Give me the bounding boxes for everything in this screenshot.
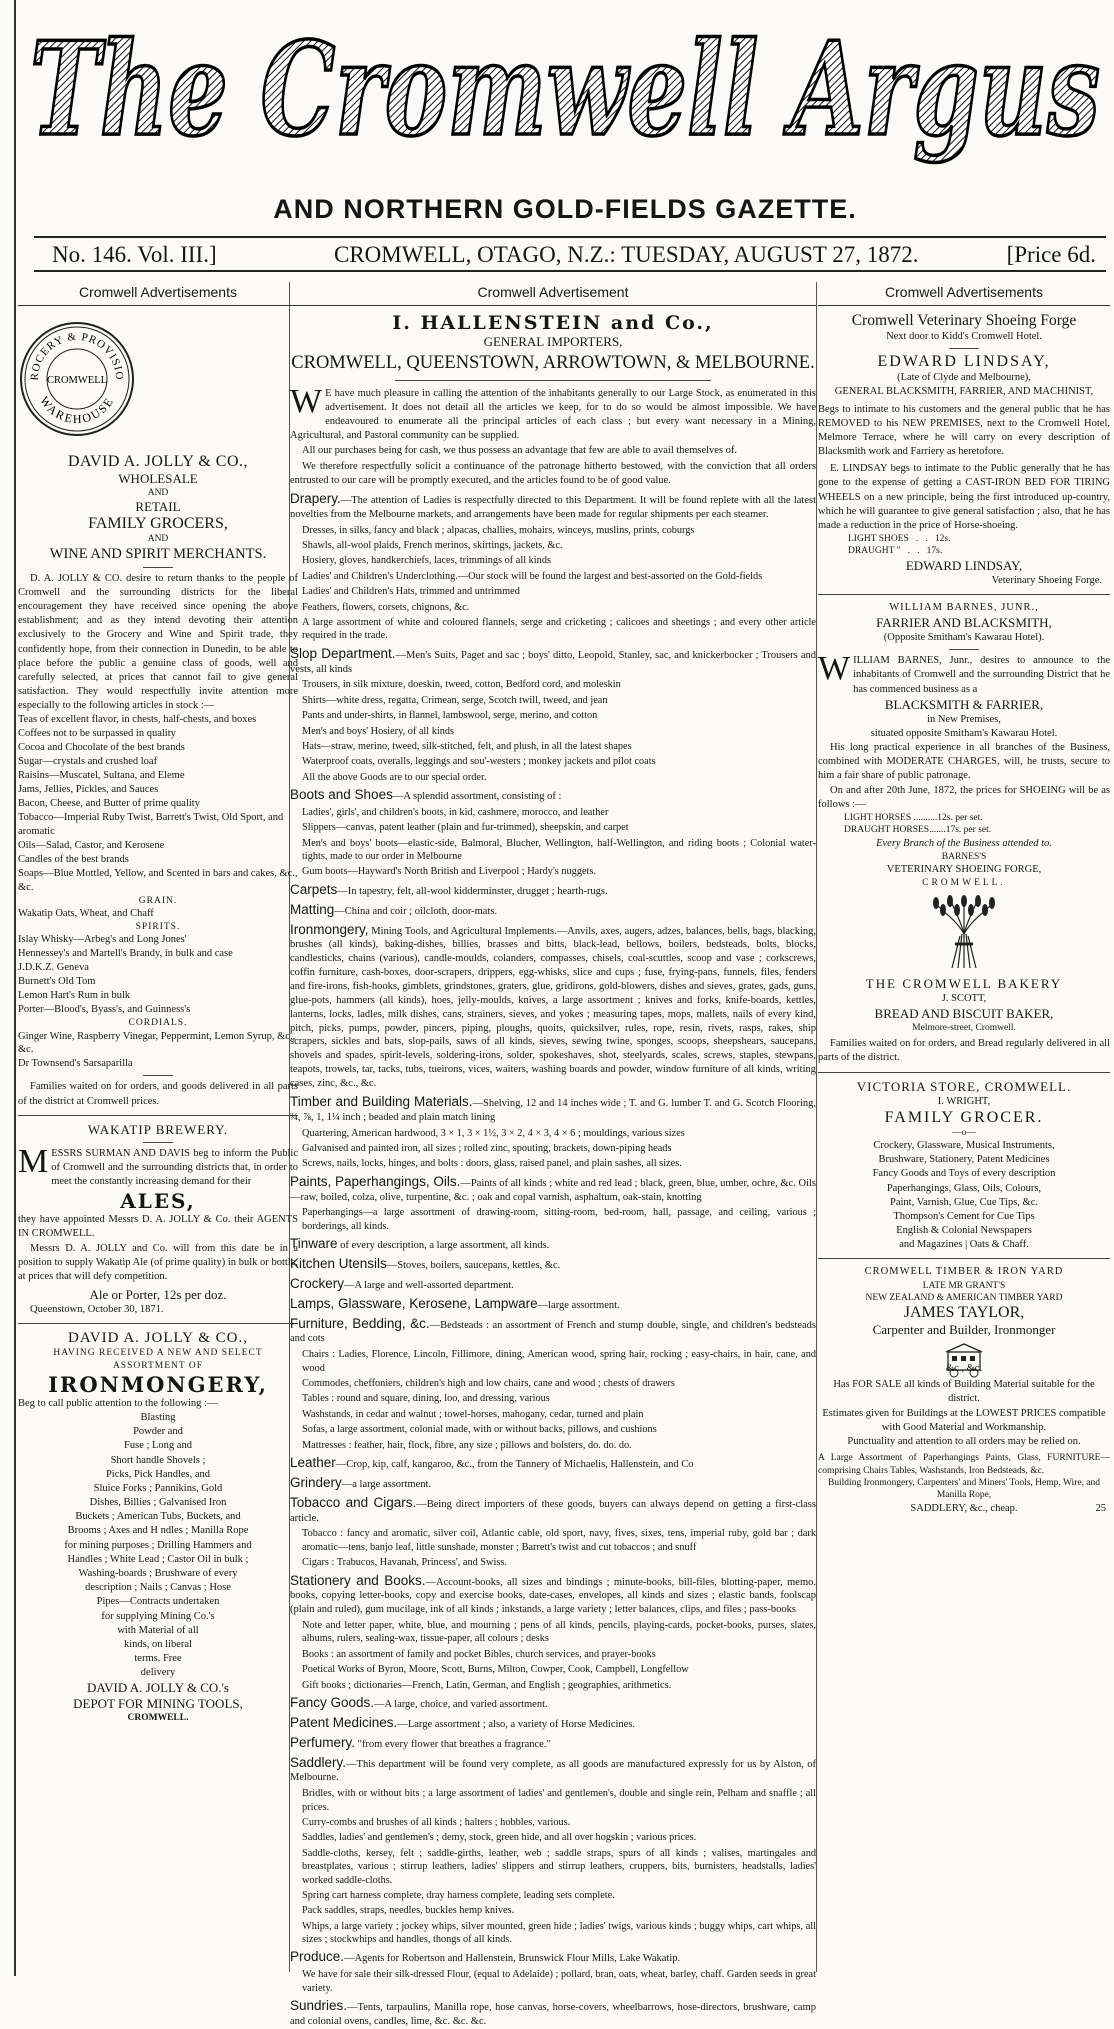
jolly-family-grocers: FAMILY GROCERS,	[88, 515, 228, 533]
section-text: —Men's Suits, Paget and sac ; boys' ditto, Leopold, Stanley, sac, and knickerbocker ; Trousers and vests, all kinds	[290, 649, 816, 675]
brewery-body-2: they have appointed Messrs D. A. JOLLY & Co. their AGENTS IN CROMWELL.	[18, 1214, 298, 1240]
spirits-item: Hennessey's and Martell's Brandy, in bulk and case	[18, 948, 233, 960]
jolly-and-2: AND	[147, 534, 169, 545]
section-subitem: Note and letter paper, white, blue, and mourning ; pens of all kinds, pencils, playing-cards, pocket-books, purses, slates, albums, rulers, sealing-wax, tissue-paper, all colours ; desks	[302, 1620, 816, 1645]
section-heading: Saddlery.	[290, 1754, 347, 1770]
section-subitem: Sofas, a large assortment, colonial made, with or without backs, pillows, and cushions	[302, 1424, 657, 1436]
brewery-price: Ale or Porter, 12s per doz.	[89, 1287, 227, 1303]
victoria-title: VICTORIA STORE, CROMWELL.	[856, 1078, 1072, 1094]
divider	[818, 1072, 1110, 1073]
barnes-ad	[818, 601, 1110, 890]
timber-body-1: Has FOR SALE all kinds of Building Material suitable for the district.	[833, 1379, 1095, 1405]
brewery-ales: ALES,	[120, 1189, 196, 1214]
barnes-body-2: in New Premises,	[927, 713, 1001, 725]
section-text: —Stoves, boilers, saucepans, kettles, &c.	[386, 1260, 561, 1272]
left-column	[18, 280, 298, 1970]
jolly-footer: Families waited on for orders, and goods delivered in all parts of the district at Cromwell prices.	[18, 1081, 298, 1107]
section-heading: Produce.	[290, 1949, 345, 1965]
section-subitem: Books : an assortment of family and pocket Bibles, church services, and prayer-books	[302, 1648, 656, 1660]
goods-section	[290, 490, 816, 522]
spirits-item: Lemon Hart's Rum in bulk	[18, 990, 131, 1002]
section-subitem: Ladies' and Children's Underclothing.—Our stock will be found the largest and best-assorted on the Gold-fields	[302, 570, 763, 582]
grain-heading: GRAIN.	[138, 895, 178, 906]
forge-body-2: E. LINDSAY begs to intimate to the Public generally that he has gone to the expense of getting a CAST-IRON BED FOR TIRING WHEELS on a new principle, being the first introduced up-country, which he will guarantee to give general satisfaction ; also, that he has made a reduction in the price of Horse-shoeing.	[818, 463, 1110, 531]
ironmongery-ad	[18, 1330, 298, 1724]
section-subitem: Gift books ; dictionaries—French, Latin, German, and English ; geographies, arithmetics.	[302, 1679, 672, 1691]
hallenstein-firm: I. HALLENSTEIN and Co.,	[392, 312, 714, 334]
barnes-where: (Opposite Smitham's Kawarau Hotel).	[883, 632, 1045, 644]
spirits-item: J.D.K.Z. Geneva	[18, 962, 89, 974]
ironmongery-lines	[18, 1411, 298, 1680]
timber-body-2: Estimates given for Buildings at the LOWEST PRICES compatible with Good Material and Workmanship.	[822, 1407, 1106, 1433]
section-subitem: Poetical Works of Byron, Moore, Scott, Burns, Milton, Cowper, Cook, Campbell, Longfellow	[302, 1664, 689, 1676]
section-subitem: Saddles, ladies' and gentlemen's ; demy, stock, green hide, and all over hogskin ; various prices.	[302, 1832, 697, 1844]
ironmongery-line: Pipes—Contracts undertaken	[96, 1596, 220, 1608]
barnes-price-2: DRAUGHT HORSES.......17s. per set.	[844, 825, 992, 836]
ironmongery-line: Picks, Pick Handles, and	[105, 1468, 211, 1480]
bakery-ad	[818, 976, 1110, 1066]
forge-sign-2: Veterinary Shoeing Forge.	[991, 574, 1102, 586]
goods-section	[290, 1093, 816, 1125]
victoria-line: Paint, Varnish, Glue, Cue Tips, &c.	[890, 1196, 1038, 1208]
section-text: —A splendid assortment, consisting of :	[392, 791, 562, 803]
middle-column-header: Cromwell Advertisement	[290, 280, 816, 306]
issue-date: CROMWELL, OTAGO, N.Z.: TUESDAY, AUGUST 27, 1872.	[334, 242, 919, 267]
divider	[143, 1142, 173, 1143]
section-heading: Carpets	[290, 881, 338, 897]
section-text: —The attention of Ladies is respectfully directed to this Department. It will be found replete with all the latest novelties from the Melbourne markets, and arrangements have been made for regular shipments per each steamer.	[290, 495, 816, 520]
section-text: Mining Tools, and Agricultural Implements.—Anvils, axes, augers, adzes, balances, bells, bags, blacking, brushes (all kinds), baking-dishes, billies, brasses and bitts, black-lead, bellows, boilers, bedsteads, bolts, blocks, candlesticks, chains (various), candle-moulds, colanders, compasses, chisels, coal-scuttles, scoop and vase ; corkscrews, coffin furniture, cash-boxes, door-scrapers, drippers, egg-whisks, slice and cups ; fuse, frying-pans, funnels, files, fenders and fire-irons, fish-hooks, gimblets, grindstones, graters, glue, gridirons, gold-blowers, dishes and sieves, grates, gads, guns, glue-pots, hammers (all kinds), hoes, jelly-moulds, knives, a large assortment ; knives and forks, knife-boards, kettles, lanterns, locks, ladles, milk dishes, cans, strainers, sieves, and yokes ; measuring tapes, mops, mallets, nails of every kind, pitch, picks, pumps, powder, pincers, piping, ploughs, quoits, quicksilver, rules, rope, resin, rivets, rasps, rakes, ship scrapers, sickles and bats, slop-pails, saws of all kinds, sieves, sewing twine, sponges, scoops, sheepshears, saucepans, shovels and spades, spirit-levels, soldering-irons, solder, spokeshaves, shot, steelyards, scales, screws, staples, stewpans, teapots, trowels, tar, tacks, tubs, tueirons, vices, waiters, washing boards and powder, window furniture of all kinds, writing cases, zinc, &c., &c.	[290, 925, 816, 1089]
goods-section	[290, 1235, 816, 1253]
section-heading: Timber and Building Materials.	[290, 1093, 473, 1109]
forge-price-light-value: 12s.	[934, 534, 951, 545]
timber-cart-row	[818, 1338, 1110, 1378]
jolly-grocers-ad	[18, 453, 298, 1109]
left-column-header: Cromwell Advertisements	[18, 280, 298, 306]
timber-title: CROMWELL TIMBER & IRON YARD	[864, 1266, 1064, 1278]
section-heading: Stationery and Books.	[290, 1572, 426, 1588]
grocery-item: Bacon, Cheese, and Butter of prime quality	[18, 798, 200, 810]
bakery-trade: BREAD AND BISCUIT BAKER,	[874, 1005, 1054, 1021]
jolly-body: D. A. JOLLY & CO. desire to return thanks to the people of Cromwell and the surrounding districts for the liberal encouragement they have received since opening the above establishment; and as they intend devoting their attention exclusively to the Grocery and Wine and Spirit trade, they confidently hope, from their connection in Dunedin, to be able to place before the public a genuine class of goods, well and carefully selected, at prices that cannot fail to give general satisfaction. They would respectfully invite attention more especially to the following articles in stock :—	[18, 572, 298, 712]
section-subitem: Tables : round and square, dining, loo, and dressing, various	[302, 1393, 550, 1405]
ironmongery-line-2: ASSORTMENT OF	[112, 1360, 204, 1371]
section-heading: Boots and Shoes	[290, 787, 393, 803]
grocery-item: Candles of the best brands	[18, 853, 129, 865]
goods-section	[290, 1754, 816, 1786]
masthead-subtitle: AND NORTHERN GOLD-FIELDS GAZETTE.	[273, 194, 857, 224]
forge-price-light-label: LIGHT SHOES	[848, 534, 909, 545]
section-text: —Large assortment ; also, a variety of Horse Medicines.	[397, 1718, 636, 1730]
seal-bottom-text: WAREHOUSE	[37, 393, 117, 427]
section-text: —China and coir ; oilcloth, door-mats.	[334, 905, 498, 917]
ironmongery-line: Blasting	[140, 1412, 176, 1424]
ironmongery-line: with Material of all	[117, 1624, 199, 1636]
section-subitem: Men's and boys' Hosiery, of all kinds	[302, 725, 455, 737]
ironmongery-line: description ; Nails ; Canvas ; Hose	[85, 1582, 231, 1594]
ad-number: 25	[1095, 1502, 1106, 1514]
forge-name: EDWARD LINDSAY,	[877, 353, 1051, 371]
jolly-retail: RETAIL	[135, 499, 181, 515]
goods-section	[290, 1454, 816, 1472]
hallenstein-places: CROMWELL, QUEENSTOWN, ARROWTOWN, & MELBOURNE.	[291, 353, 815, 373]
grocery-item: Raisins—Muscatel, Sultana, and Eleme	[18, 770, 185, 782]
spirits-item: Porter—Blood's, Byass's, and Guinness's	[18, 1004, 191, 1016]
victoria-line: and Magazines | Oats & Chaff.	[899, 1239, 1029, 1251]
section-subitem: Commodes, cheffoniers, children's high and low chairs, cane and wood ; chests of drawers	[302, 1378, 675, 1390]
goods-section	[290, 1714, 816, 1732]
section-subitem: Galvanised and painted iron, all sizes ; rolled zinc, spouting, brackets, down-piping heads	[302, 1142, 672, 1154]
barnes-body-1: WILLIAM BARNES, Junr., desires to announce to the inhabitants of Cromwell and the surrounding District that he has commenced business as a	[818, 650, 1110, 695]
divider	[395, 380, 711, 381]
grocery-item: Tobacco—Imperial Ruby Twist, Barrett's Twist, Old Sport, and aromatic	[18, 812, 284, 838]
cordials-item: Dr Townsend's Sarsaparilla	[18, 1058, 133, 1070]
section-heading: Ironmongery,	[290, 921, 369, 937]
section-text: "from every flower that breathes a fragrance."	[355, 1738, 551, 1750]
timber-yard-ad	[818, 1265, 1110, 1515]
goods-section	[290, 1173, 816, 1205]
section-text: —Being direct importers of these goods, buyers can always depend on getting a first-class article.	[290, 1498, 816, 1524]
section-subitem: Waterproof coats, overalls, leggings and sou'-westers ; monkey jackets and pilot coats	[302, 756, 656, 768]
forge-price-draught-value: 17s.	[926, 546, 943, 557]
brewery-ad	[18, 1122, 298, 1318]
section-subitem: Chairs : Ladies, Florence, Lincoln, Fillimore, dining, American wood, spring hair, rocking ; easy-chairs, in hair, cane, and wood	[302, 1349, 816, 1374]
section-subitem: Gum boots—Hayward's North British and Liverpool ; Hardy's nuggets.	[302, 866, 596, 878]
section-text: —large assortment.	[537, 1299, 620, 1311]
victoria-line: Thompson's Cement for Cue Tips	[893, 1210, 1035, 1222]
victoria-line: Crockery, Glassware, Musical Instruments,	[873, 1140, 1055, 1152]
section-heading: Tinware	[290, 1236, 338, 1252]
goods-section	[290, 1572, 816, 1618]
barnes-price-1: LIGHT HORSES ..........12s. per set.	[844, 812, 983, 823]
divider	[818, 1258, 1110, 1259]
section-subitem: Hats—straw, merino, tweed, silk-stitched, felt, and plush, in all the latest shapes	[302, 740, 632, 752]
seal-top-text: ROCERY & PROVISIO	[28, 330, 126, 381]
section-text: —Agents for Robertson and Hallenstein, Brunswick Flour Mills, Lake Wakatip.	[344, 1953, 681, 1965]
jolly-wine-spirit: WINE AND SPIRIT MERCHANTS.	[49, 545, 267, 562]
lindsay-forge-ad	[818, 312, 1110, 588]
goods-section	[290, 881, 816, 899]
hallenstein-intro-2: All our purchases being for cash, we thus possess an advantage that few are able to avail themselves of.	[302, 445, 738, 457]
brewery-title: WAKATIP BREWERY.	[87, 1121, 229, 1137]
victoria-dash: —o—	[952, 1127, 976, 1138]
goods-section	[290, 1694, 816, 1712]
right-column	[818, 280, 1110, 1970]
hallenstein-intro-1: WE have much pleasure in calling the attention of the inhabitants generally to our Large Stock, as enumerated in this advertisement. It does not detail all the articles we keep, for to do so would be almost impossible. We have endeavoured to enumerate all the principal articles of each class ; but every want necessary in a Mining, Agricultural, and Pastoral community can be supplied.	[290, 383, 816, 441]
section-subitem: Men's and boys' boots—elastic-side, Balmoral, Blucher, Wellington, half-Wellington, and riding boots ; Colonial water-tights, made to our order in Melbourne	[302, 837, 816, 863]
goods-section	[290, 786, 816, 804]
section-text: of every description, a large assortment, all kinds.	[337, 1240, 550, 1252]
section-text: —Account-books, all sizes and bindings ; minute-books, bill-files, blotting-paper, memo. books, copying letter-books, copy and exercise books, date-cases, envelopes, all kinds and sizes ; elastic bands, foolscap (plain and ruled), gum mucilage, ink of all kinds ; inkstands, a large variety ; letter balances, clips, and files ; pass-books	[290, 1576, 816, 1616]
victoria-name: I. WRIGHT,	[937, 1095, 991, 1107]
section-text: —Tents, tarpaulins, Manilla rope, hose canvas, horse-covers, wheelbarrows, hose-directors, brushware, camp and colonial ovens, candles, lime, &c. &c. &c.	[290, 2001, 816, 2027]
ironmongery-footer-2: DEPOT FOR MINING TOOLS,	[73, 1696, 243, 1712]
ironmongery-line: Handles ; White Lead ; Castor Oil in bulk ;	[67, 1553, 249, 1565]
section-text: —This department will be found very complete, as all goods are manufactured expressly for us by Alston, of Melbourne.	[290, 1758, 816, 1784]
section-subitem: Dresses, in silks, fancy and black ; alpacas, challies, mohairs, winceys, muslins, prints, coburgs	[302, 524, 695, 536]
section-heading: Fancy Goods.	[290, 1694, 375, 1710]
ironmongery-line: Dishes, Billies ; Galvanised Iron	[89, 1497, 227, 1509]
ironmongery-line: Fuse ; Long and	[124, 1440, 192, 1452]
victoria-line: Paperhangings, Glass, Oils, Colours,	[886, 1182, 1042, 1194]
timber-body-6: SADDLERY, &c., cheap.	[910, 1502, 1018, 1514]
forge-body-1: Begs to intimate to his customers and the general public that he has REMOVED to his NEW PREMISES, next to the Cromwell Hotel, Melmore Terrace, where he will carry on every description of Blacksmith work and Farriery as heretofore.	[818, 403, 1110, 458]
section-heading: Furniture, Bedding, &c.	[290, 1315, 430, 1331]
ironmongery-line: Washing-boards ; Brushware of every	[78, 1568, 238, 1579]
forge-price-draught: DRAUGHT " . . 17s.	[848, 546, 943, 557]
cordials-item: Ginger Wine, Raspberry Vinegar, Peppermint, Lemon Syrup, &c., &c.	[18, 1030, 296, 1056]
section-subitem: Washstands, in cedar and walnut ; towel-horses, mahogany, cedar, turned and plain	[302, 1408, 644, 1420]
divider	[949, 348, 979, 349]
section-text: —Crop, kip, calf, kangaroo, &c., from the Tannery of Michaelis, Hallenstein, and Co	[335, 1458, 694, 1470]
grocery-item: Teas of excellent flavor, in chests, half-chests, and boxes	[18, 714, 257, 726]
section-heading: Slop Department.	[290, 645, 396, 661]
divider	[143, 1075, 173, 1076]
section-subitem: Screws, nails, locks, hinges, and bolts : doors, glass, raised panel, and plain sashes, all sizes.	[302, 1158, 682, 1170]
victoria-lines	[818, 1139, 1110, 1252]
page-binding-rule	[14, 0, 16, 1976]
section-text: —In tapestry, felt, all-wool kidderminster, drugget ; hearth-rugs.	[337, 885, 608, 897]
section-text: —a large assortment.	[341, 1478, 432, 1490]
spirits-list	[18, 933, 298, 1017]
brewery-body-1: MESSRS SURMAN AND DAVIS beg to inform the Public of Cromwell and the surrounding districts that, in order to meet the constantly increasing demand for their	[18, 1142, 298, 1188]
section-subitem: Bridles, with or without bits ; a large assortment of ladies' and gentlemen's, double and single rein, Pelham and snaffle ; all prices.	[302, 1788, 816, 1813]
ironmongery-line: for mining purposes ; Drilling Hammers and	[64, 1539, 252, 1551]
forge-title: Cromwell Veterinary Shoeing Forge	[851, 312, 1077, 329]
section-heading: Kitchen Utensils	[290, 1256, 387, 1272]
ironmongery-intro: Beg to call public attention to the following :—	[18, 1397, 218, 1409]
section-heading: Drapery.	[290, 491, 341, 507]
house-cart-icon	[942, 1342, 986, 1378]
grain-item: Wakatip Oats, Wheat, and Chaff	[18, 908, 154, 920]
timber-late: LATE MR GRANT'S	[922, 1280, 1006, 1291]
ironmongery-line: Sluice Forks ; Pannikins, Gold	[93, 1482, 223, 1494]
forge-late: (Late of Clyde and Melbourne),	[897, 372, 1031, 384]
section-subitem: Mattresses : feather, hair, flock, fibre, any size ; pillows and bolsters, do. do. do.	[302, 1439, 632, 1451]
barnes-footer-3: CROMWELL.	[922, 878, 1006, 889]
jolly-name: DAVID A. JOLLY & CO.,	[67, 453, 248, 470]
goods-section	[290, 1315, 816, 1347]
goods-section	[290, 1295, 816, 1313]
spirits-item: Islay Whisky—Arbeg's and Long Jones'	[18, 934, 187, 946]
section-subitem: Trousers, in silk mixture, doeskin, tweed, cotton, Bedford cord, and moleskin	[302, 679, 621, 691]
dateline	[34, 236, 1106, 272]
barnes-footer-1: BARNES'S	[941, 851, 987, 862]
victoria-line: Fancy Goods and Toys of every description	[872, 1168, 1056, 1180]
seal-center-text: CROMWELL	[46, 375, 108, 386]
section-subitem: We have for sale their silk-dressed Flour, (equal to Adelaide) ; pollard, bran, oats, wheat, barley, chaff. Garden seeds in great variety.	[302, 1969, 816, 1994]
section-heading: Patent Medicines.	[290, 1714, 398, 1730]
section-text: —A large and well-assorted department.	[344, 1279, 514, 1291]
jolly-wholesale: WHOLESALE	[118, 471, 198, 486]
bakery-title: THE CROMWELL BAKERY	[865, 975, 1063, 991]
barnes-name: WILLIAM BARNES, JUNR.,	[889, 601, 1039, 613]
grocery-item: Cocoa and Chocolate of the best brands	[18, 742, 185, 754]
victoria-store-ad	[818, 1079, 1110, 1253]
section-text: —Bedsteads : an assortment of French and stump double, single, and children's bedsteads and cots	[290, 1319, 816, 1345]
goods-section	[290, 1948, 816, 1966]
section-subitem: Shawls, all-wool plaids, French merinos, skirtings, jackets, &c.	[302, 540, 563, 552]
section-subitem: A large assortment of white and coloured flannels, serge and cricketing ; calicoes and sheetings ; and every other article required in the trade.	[302, 616, 816, 642]
timber-body-3: Punctuality and attention to all orders may be relied on.	[847, 1436, 1081, 1447]
column-rule-2	[816, 282, 817, 1972]
barnes-body-4: His long practical experience in all branches of the Business, combined with MODERATE CHARGES, will, he trusts, secure to him a fair share of public patronage.	[818, 742, 1110, 782]
hallenstein-sections	[290, 490, 816, 2029]
divider	[949, 649, 979, 650]
timber-sub: NEW ZEALAND & AMERICAN TIMBER YARD	[865, 1292, 1063, 1303]
middle-column	[290, 280, 816, 2027]
ironmongery-line: Powder and	[133, 1426, 183, 1438]
section-subitem: Ladies' and Children's Hats, trimmed and untrimmed	[302, 586, 520, 598]
victoria-line: Brushware, Stationery, Patent Medicines	[878, 1154, 1050, 1166]
cordials-list	[18, 1030, 298, 1072]
ironmongery-big: IRONMONGERY,	[48, 1371, 268, 1397]
ironmongery-line: terms. Free	[134, 1653, 182, 1665]
timber-etc: &c., &c.	[945, 1363, 983, 1375]
section-text: —Shelving, 12 and 14 inches wide ; T. and G. lumber T. and G. Scotch Flooring, ¾, ⅞, 1, 1¼ inch ; beaded and plain match lining	[290, 1097, 816, 1123]
ironmongery-name: DAVID A. JOLLY & CO.,	[68, 1330, 248, 1347]
right-column-header: Cromwell Advertisements	[818, 280, 1110, 306]
divider	[18, 1115, 298, 1116]
ironmongery-line: Buckets ; American Tubs, Buckets, and	[75, 1511, 241, 1523]
section-heading: Matting	[290, 901, 335, 917]
barnes-note: Every Branch of the Business attended to.	[876, 837, 1052, 849]
goods-section	[290, 1494, 816, 1526]
brewery-date: Queenstown, October 30, 1871.	[30, 1304, 164, 1316]
wheat-sheaf-icon	[924, 896, 1004, 970]
section-subitem: Feathers, flowers, corsets, chignons, &c.	[302, 601, 470, 613]
goods-section	[290, 645, 816, 677]
goods-section	[290, 1275, 816, 1293]
goods-section	[290, 1734, 816, 1752]
divider	[818, 594, 1110, 595]
barnes-footer-2: VETERINARY SHOEING FORGE,	[886, 864, 1042, 876]
forge-sub: Next door to Kidd's Cromwell Hotel.	[886, 331, 1042, 342]
goods-section	[290, 901, 816, 919]
masthead-title	[20, 6, 1110, 166]
timber-body-6-row	[818, 1502, 1110, 1516]
section-subitem: Hosiery, gloves, handkerchiefs, laces, trimmings of all kinds	[302, 555, 551, 567]
divider	[18, 1323, 298, 1324]
ironmongery-footer-3: CROMWELL.	[127, 1713, 189, 1724]
grocery-item: Jams, Jellies, Pickles, and Sauces	[18, 784, 159, 796]
section-text: —A large, choice, and varied assortment.	[374, 1698, 548, 1710]
hallenstein-intro-3: We therefore respectfully solicit a continuance of the patronage hitherto bestowed, with the conviction that all orders entrusted to our care will be promptly executed, and the articles found to be of good value.	[290, 461, 816, 487]
section-subitem: Pants and under-shirts, in flannel, lambswool, serge, merino, and cotton	[302, 710, 598, 722]
forge-trade: GENERAL BLACKSMITH, FARRIER, AND MACHINIST,	[834, 386, 1094, 398]
ironmongery-line-1: HAVING RECEIVED A NEW AND SELECT	[53, 1348, 263, 1359]
ironmongery-line: kinds, on liberal	[124, 1638, 192, 1650]
grocery-item: Soaps—Blue Mottled, Yellow, and Scented in bars and cakes, &c., &c.	[18, 867, 298, 893]
jolly-items-list	[18, 713, 298, 894]
barnes-trade: FARRIER AND BLACKSMITH,	[876, 615, 1052, 631]
timber-name: JAMES TAYLOR,	[903, 1304, 1025, 1322]
section-subitem: Slippers—canvas, patent leather (plain and fur-trimmed), sheepskin, and carpet	[302, 822, 629, 834]
section-subitem: All the above Goods are to our special order.	[302, 771, 487, 783]
section-heading: Leather	[290, 1454, 336, 1470]
bakery-name: J. SCOTT,	[941, 992, 987, 1004]
ironmongery-line: delivery	[140, 1667, 176, 1679]
section-text: —Paints of all kinds ; white and red lead ; black, green, blue, umber, ochre, &c. Oils—raw, boiled, colza, olive, turpentine, &c. ; oak and copal varnish, asphaltum, oak-stain, knotting	[290, 1177, 816, 1203]
section-heading: Tobacco and Cigars.	[290, 1494, 417, 1510]
bakery-where: Melmore-street, Cromwell.	[912, 1022, 1016, 1033]
section-subitem: Ladies', girls', and children's boots, in kid, cashmere, morocco, and leather	[302, 806, 609, 818]
grocery-item: Coffees not to be surpassed in quality	[18, 728, 176, 740]
section-subitem: Shirts—white dress, regatta, Crimean, serge, Scotch twill, tweed, and jean	[302, 694, 608, 706]
divider	[143, 567, 173, 568]
forge-sign: EDWARD LINDSAY,	[905, 557, 1023, 573]
section-subitem: Quartering, American hardwood, 3 × 1, 3 × 1½, 3 × 2, 4 × 3, 4 × 6 ; mouldings, various sizes	[302, 1127, 685, 1139]
hallenstein-sub: GENERAL IMPORTERS,	[483, 334, 623, 349]
issue-price: [Price 6d.	[1006, 242, 1096, 267]
goods-section	[290, 1997, 816, 2029]
timber-body-5: Building Ironmongery, Carpenters' and Miners' Tools, Hemp, Wire, and Manilla Rope,	[827, 1477, 1101, 1501]
ironmongery-line: Brooms ; Axes and H ndles ; Manilla Rope	[67, 1525, 249, 1537]
victoria-line: English & Colonial Newspapers	[896, 1225, 1032, 1237]
issue-number: No. 146. Vol. III.]	[52, 242, 217, 267]
ironmongery-footer-1: DAVID A. JOLLY & CO.'s	[87, 1680, 229, 1696]
section-heading: Lamps, Glassware, Kerosene, Lampware	[290, 1295, 538, 1311]
ironmongery-line: Short handle Shovels ;	[110, 1454, 206, 1466]
brewery-body-3: Messrs D. A. JOLLY and Co. will from this date be in a position to supply Wakatip Ale (of prime quality) in bulk or bottle, at prices that will defy competition.	[18, 1242, 298, 1282]
cordials-heading: CORDIALS.	[128, 1018, 188, 1029]
section-subitem: Pack saddles, straps, needles, buckles hemp knives.	[302, 1905, 515, 1917]
goods-section	[290, 921, 816, 1091]
section-heading: Paints, Paperhangings, Oils.	[290, 1173, 461, 1189]
section-subitem: Curry-combs and brushes of all kinds ; halters ; hobbles, various.	[302, 1817, 571, 1828]
warehouse-seal	[18, 320, 136, 438]
grocery-item: Oils—Salad, Castor, and Kerosene	[18, 839, 165, 851]
spirits-item: Burnett's Old Tom	[18, 976, 96, 988]
jolly-and-1: AND	[147, 488, 169, 498]
victoria-trade: FAMILY GROCER.	[884, 1108, 1044, 1126]
barnes-body-3: situated opposite Smitham's Kawarau Hotel.	[870, 727, 1058, 739]
section-heading: Sundries.	[290, 1997, 348, 2013]
section-subitem: Saddle-cloths, kersey, felt ; saddle-girths, leather, web ; saddle straps, spurs of all kinds ; valises, martingales and breastplates, various ; stirrup leathers, ladies' slippers and stirrup leathers, cruppers, bits, burnisters, headstalls, ladies' worked saddle-cloths.	[302, 1847, 816, 1886]
barnes-body-5: On and after 20th June, 1872, the prices for SHOEING will be as follows :—	[818, 784, 1110, 810]
section-subitem: Tobacco : fancy and aromatic, silver coil, Atlantic cable, old sport, navy, fives, sixes, tens, imperial ruby, gold bar ; dark aromatic—tens, banjo leaf, little sunshade, monster ; Barrett's twist and cut tobaccos ; and snuff	[302, 1528, 816, 1553]
goods-section	[290, 1474, 816, 1492]
section-subitem: Whips, a large variety ; jockey whips, silver mounted, green hide ; ladies' twigs, various kinds ; buggy whips, cart whips, all sizes ; stockwhips and handles, thongs of all kinds.	[302, 1920, 816, 1945]
section-subitem: Spring cart harness complete, dray harness complete, leading sets complete.	[302, 1889, 615, 1901]
goods-section	[290, 1255, 816, 1273]
barnes-big: BLACKSMITH & FARRIER,	[884, 696, 1044, 712]
timber-trade: Carpenter and Builder, Ironmonger	[872, 1322, 1056, 1338]
grocery-item: Sugar—crystals and crushed loaf	[18, 756, 158, 768]
forge-price-light: LIGHT SHOES . . 12s.	[848, 534, 951, 545]
spirits-heading: SPIRITS.	[135, 922, 181, 933]
section-heading: Crockery	[290, 1275, 345, 1291]
forge-price-draught-label: DRAUGHT "	[848, 546, 901, 557]
bakery-body: Families waited on for orders, and Bread regularly delivered in all parts of the district.	[818, 1038, 1110, 1064]
ironmongery-line: for supplying Mining Co.'s	[101, 1610, 215, 1622]
section-heading: Grindery	[290, 1474, 342, 1490]
masthead	[20, 6, 1110, 224]
section-subitem: Paperhangings—a large assortment of drawing-room, sitting-room, bed-room, hall, passage, and ceiling, various ; borderings, all kinds.	[302, 1207, 816, 1232]
masthead-title-text: The Cromwell Argus	[30, 15, 1100, 165]
section-subitem: Cigars : Trabucos, Havanah, Princess', and Swiss.	[302, 1557, 507, 1569]
section-heading: Perfumery.	[290, 1734, 356, 1750]
timber-body-4: A Large Assortment of Paperhangings Paints, Glass, FURNITURE—comprising Chairs Tables, Washstands, Iron Bedsteads, &c.	[818, 1453, 1110, 1476]
